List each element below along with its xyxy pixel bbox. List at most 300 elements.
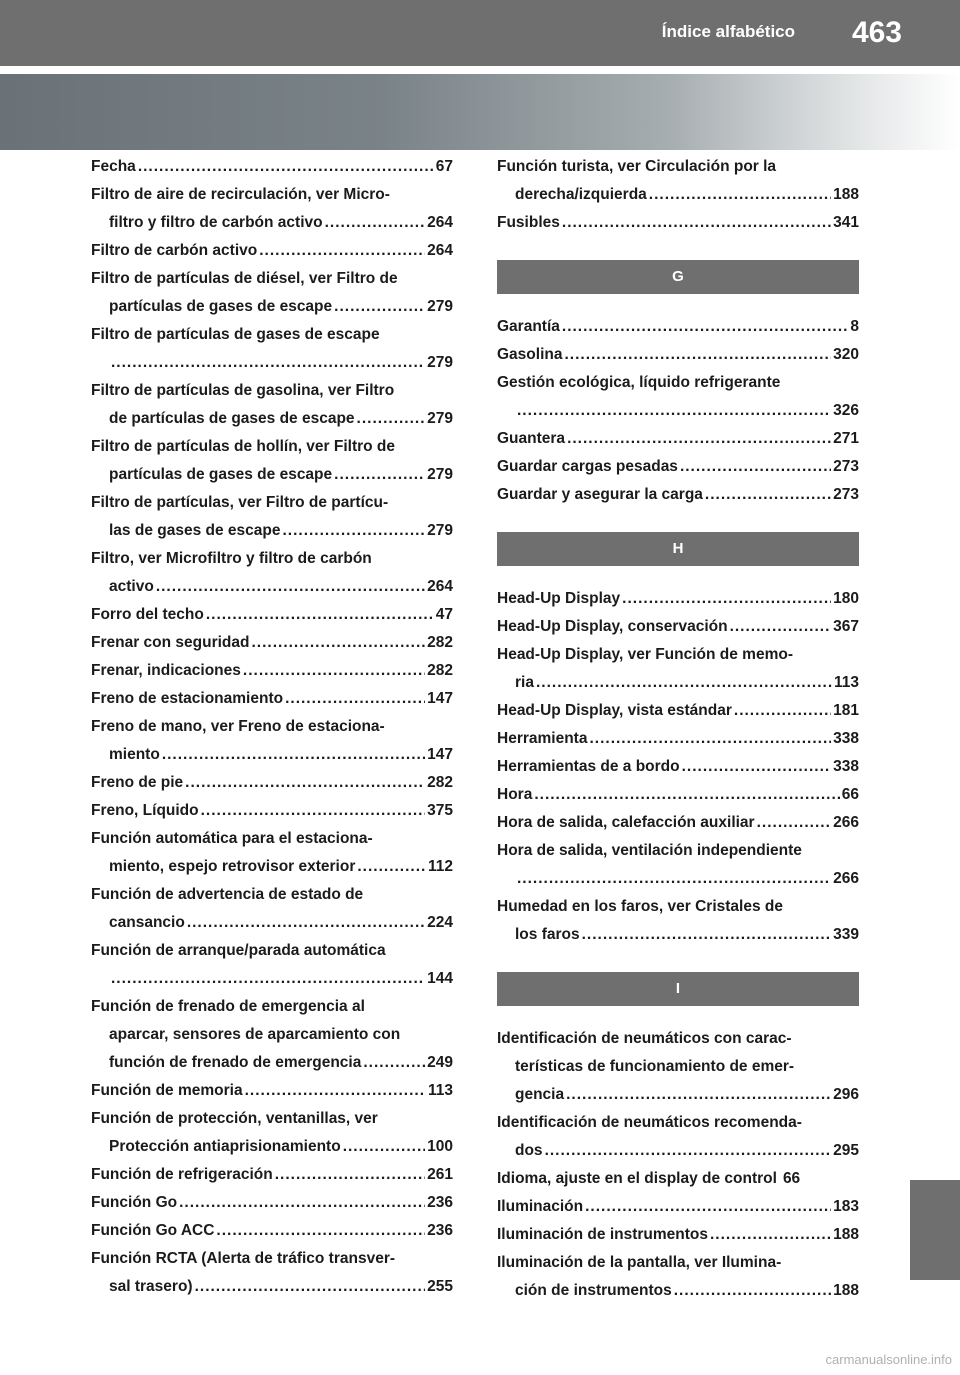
page-ref[interactable]: 188 <box>833 186 859 203</box>
dot-leader <box>567 425 831 453</box>
index-entry <box>497 781 859 809</box>
entry-line <box>91 685 453 713</box>
page-ref[interactable]: 264 <box>427 578 453 595</box>
entry-line <box>497 397 859 425</box>
page-ref[interactable]: 273 <box>833 458 859 475</box>
index-entry <box>497 641 859 697</box>
entry-text: Guantera <box>497 430 566 447</box>
dot-leader <box>201 797 426 825</box>
entry-text: Función de protección, ventanillas, ver <box>91 1110 378 1127</box>
entry-text: Función de frenado de emergencia al <box>91 998 365 1015</box>
dot-leader <box>545 1137 832 1165</box>
index-entry <box>91 153 453 181</box>
dot-leader <box>705 481 831 509</box>
entry-line <box>497 669 859 697</box>
entry-text: Hora de salida, ventilación independiente <box>497 842 802 859</box>
entry-line <box>91 293 453 321</box>
index-entry <box>91 685 453 713</box>
entry-line <box>497 369 859 397</box>
page-ref[interactable]: 66 <box>782 1170 801 1187</box>
index-entry <box>497 209 859 237</box>
entry-line <box>91 993 453 1021</box>
index-entry <box>497 1193 859 1221</box>
page-ref[interactable]: 100 <box>427 1138 453 1155</box>
dot-leader <box>259 237 425 265</box>
dot-leader <box>251 629 425 657</box>
entry-text: Guardar cargas pesadas <box>497 458 678 475</box>
entry-line <box>497 921 859 949</box>
entry-text: Guardar y asegurar la carga <box>497 486 703 503</box>
entry-text: Frenar, indicaciones <box>91 662 241 679</box>
entry-text: Filtro de partículas de gases de escape <box>91 326 380 343</box>
entry-line <box>91 713 453 741</box>
entry-line <box>91 657 453 685</box>
index-entry <box>497 893 859 949</box>
watermark: carmanualsonline.info <box>825 1352 952 1367</box>
page-ref[interactable]: 261 <box>427 1166 453 1183</box>
entry-line <box>497 1193 859 1221</box>
dot-leader <box>243 657 425 685</box>
index-entry <box>497 453 859 481</box>
entry-text: Fecha <box>91 158 136 175</box>
index-entry <box>91 1245 453 1301</box>
entry-text: Iluminación de la pantalla, ver Ilumina- <box>497 1254 782 1271</box>
entry-line <box>497 697 859 725</box>
page-ref[interactable]: 147 <box>427 746 453 763</box>
entry-line <box>497 613 859 641</box>
entry-text: Identificación de neumáticos con carac- <box>497 1030 792 1047</box>
entry-text: Función RCTA (Alerta de tráfico transver- <box>91 1250 396 1267</box>
dot-leader <box>334 461 425 489</box>
entry-line <box>497 1165 859 1193</box>
index-entry <box>91 1077 453 1105</box>
entry-text: aparcar, sensores de aparcamiento con <box>109 1026 401 1043</box>
page-header <box>0 0 960 66</box>
page-ref[interactable]: 188 <box>833 1282 859 1299</box>
page-ref[interactable]: 279 <box>427 466 453 483</box>
entry-text: Garantía <box>497 318 560 335</box>
index-entry <box>91 825 453 881</box>
header-banner <box>0 74 960 150</box>
entry-line <box>91 1273 453 1301</box>
page-ref[interactable]: 249 <box>427 1054 453 1071</box>
entry-text: Humedad en los faros, ver Cristales de <box>497 898 783 915</box>
dot-leader <box>111 965 425 993</box>
dot-leader <box>674 1277 831 1305</box>
entry-line <box>497 1081 859 1109</box>
page-number: 463 <box>851 16 902 49</box>
entry-line <box>497 753 859 781</box>
index-entry <box>497 1221 859 1249</box>
entry-line <box>91 1217 453 1245</box>
index-entry <box>497 369 859 425</box>
letter-header: I <box>497 972 859 1006</box>
entry-line <box>91 1021 453 1049</box>
index-entry <box>91 993 453 1077</box>
page-ref[interactable]: 271 <box>833 430 859 447</box>
page-ref[interactable]: 181 <box>833 702 859 719</box>
entry-line <box>91 377 453 405</box>
entry-text: Función de arranque/parada automática <box>91 942 386 959</box>
entry-text: Función de advertencia de estado de <box>91 886 364 903</box>
index-entry <box>91 881 453 937</box>
letter-header: G <box>497 260 859 294</box>
entry-line <box>91 741 453 769</box>
entry-line <box>91 909 453 937</box>
entry-text: Función automática para el estaciona- <box>91 830 373 847</box>
entry-text: Protección antiaprisionamiento <box>109 1138 341 1155</box>
dot-leader <box>325 209 426 237</box>
dot-leader <box>282 517 425 545</box>
entry-text: derecha/izquierda <box>515 186 647 203</box>
section-title: Índice alfabético <box>661 22 795 41</box>
entry-line <box>91 321 453 349</box>
entry-text: Herramienta <box>497 730 588 747</box>
letter-header: H <box>497 532 859 566</box>
dot-leader <box>517 397 831 425</box>
entry-text: Hora de salida, calefacción auxiliar <box>497 814 755 831</box>
entry-text: Gestión ecológica, líquido refrigerante <box>497 374 781 391</box>
entry-line <box>497 1053 859 1081</box>
index-entry <box>91 1105 453 1161</box>
entry-line <box>91 769 453 797</box>
entry-line <box>91 1077 453 1105</box>
index-entry <box>497 613 859 641</box>
page-ref[interactable]: 255 <box>427 1278 453 1295</box>
index-entry <box>91 797 453 825</box>
side-tab <box>910 1180 960 1280</box>
dot-leader <box>185 769 425 797</box>
entry-line <box>497 781 859 809</box>
entry-line <box>497 865 859 893</box>
entry-line <box>497 153 859 181</box>
index-entry <box>91 433 453 489</box>
entry-text: Iluminación <box>497 1198 584 1215</box>
dot-leader <box>187 909 425 937</box>
entry-text: Filtro de partículas, ver Filtro de partícu- <box>91 494 389 511</box>
page-ref[interactable]: 279 <box>427 354 453 371</box>
entry-text: partículas de gases de escape <box>109 466 333 483</box>
entry-text: cansancio <box>109 914 185 931</box>
entry-text: Freno, Líquido <box>91 802 199 819</box>
entry-text: Filtro de partículas de diésel, ver Filtro de <box>91 270 398 287</box>
entry-line <box>91 433 453 461</box>
entry-text: Función de memoria <box>91 1082 243 1099</box>
entry-text: miento <box>109 746 160 763</box>
entry-line <box>91 461 453 489</box>
entry-text: de partículas de gases de escape <box>109 410 355 427</box>
entry-text: Freno de estacionamiento <box>91 690 284 707</box>
entry-text: función de frenado de emergencia <box>109 1054 362 1071</box>
dot-leader <box>682 753 832 781</box>
entry-text: Filtro de partículas de hollín, ver Filtro de <box>91 438 396 455</box>
entry-text: gencia <box>515 1086 565 1103</box>
dot-leader <box>245 1077 426 1105</box>
dot-leader <box>734 697 831 725</box>
index-entry <box>91 657 453 685</box>
dot-leader <box>566 1081 831 1109</box>
page-ref[interactable]: 113 <box>833 674 859 691</box>
index-entry <box>497 341 859 369</box>
index-entry <box>91 321 453 377</box>
entry-text: Freno de pie <box>91 774 184 791</box>
index-entry <box>497 585 859 613</box>
entry-line <box>497 893 859 921</box>
page-ref[interactable]: 273 <box>833 486 859 503</box>
dot-leader <box>562 313 848 341</box>
entry-text: Forro del techo <box>91 606 204 623</box>
page-ref[interactable]: 183 <box>833 1198 859 1215</box>
dot-leader <box>589 725 831 753</box>
entry-text: Función de refrigeración <box>91 1166 273 1183</box>
entry-text: sal trasero) <box>109 1278 193 1295</box>
index-entry <box>91 265 453 321</box>
entry-text: Identificación de neumáticos recomenda- <box>497 1114 802 1131</box>
page-ref[interactable]: 320 <box>833 346 859 363</box>
dot-leader <box>536 669 832 697</box>
entry-text: terísticas de funcionamiento de emer- <box>515 1058 795 1075</box>
dot-leader <box>562 209 831 237</box>
index-column-left <box>91 153 453 1301</box>
entry-line <box>497 425 859 453</box>
entry-line <box>497 725 859 753</box>
entry-line <box>91 405 453 433</box>
entry-text: Head-Up Display, vista estándar <box>497 702 732 719</box>
page-ref[interactable]: 147 <box>427 690 453 707</box>
entry-line <box>497 585 859 613</box>
index-entry <box>91 237 453 265</box>
index-entry <box>497 153 859 209</box>
page-ref[interactable]: 113 <box>427 1082 453 1099</box>
dot-leader <box>757 809 832 837</box>
dot-leader <box>649 181 831 209</box>
page-ref[interactable]: 341 <box>833 214 859 231</box>
dot-leader <box>275 1161 425 1189</box>
entry-text: Head-Up Display <box>497 590 621 607</box>
page-ref[interactable]: 47 <box>435 606 453 623</box>
entry-line <box>497 1277 859 1305</box>
entry-line <box>91 237 453 265</box>
index-entry <box>497 481 859 509</box>
dot-leader <box>564 341 831 369</box>
entry-line <box>91 517 453 545</box>
index-entry <box>497 725 859 753</box>
page-ref[interactable]: 279 <box>427 522 453 539</box>
entry-line <box>91 797 453 825</box>
entry-line <box>91 573 453 601</box>
dot-leader <box>156 573 425 601</box>
dot-leader <box>363 1049 425 1077</box>
page-ref[interactable]: 279 <box>427 410 453 427</box>
index-column-right <box>497 153 859 1305</box>
entry-line <box>497 1221 859 1249</box>
index-entry <box>497 1249 859 1305</box>
entry-line <box>497 837 859 865</box>
dot-leader <box>179 1189 425 1217</box>
dot-leader <box>622 585 831 613</box>
entry-text: partículas de gases de escape <box>109 298 333 315</box>
index-entry <box>91 937 453 993</box>
page-ref[interactable]: 224 <box>427 914 453 931</box>
entry-line <box>91 153 453 181</box>
index-entry <box>91 377 453 433</box>
entry-line <box>497 809 859 837</box>
page-ref[interactable]: 264 <box>427 242 453 259</box>
dot-leader <box>582 921 832 949</box>
entry-text: Función Go <box>91 1194 178 1211</box>
entry-line <box>91 181 453 209</box>
entry-text: los faros <box>515 926 580 943</box>
entry-text: las de gases de escape <box>109 522 281 539</box>
page-ref[interactable]: 279 <box>427 298 453 315</box>
dot-leader <box>357 853 426 881</box>
dot-leader <box>680 453 831 481</box>
entry-line <box>497 641 859 669</box>
index-entry <box>497 1025 859 1109</box>
index-entry <box>91 181 453 237</box>
index-entry <box>91 769 453 797</box>
entry-text: filtro y filtro de carbón activo <box>109 214 323 231</box>
entry-line <box>91 1049 453 1077</box>
dot-leader <box>162 741 425 769</box>
entry-text: Filtro, ver Microfiltro y filtro de carbón <box>91 550 372 567</box>
entry-text: ción de instrumentos <box>515 1282 672 1299</box>
dot-leader <box>517 865 831 893</box>
entry-line <box>91 1245 453 1273</box>
entry-text: Función turista, ver Circulación por la <box>497 158 777 175</box>
page-ref[interactable]: 295 <box>833 1142 859 1159</box>
page-ref[interactable]: 188 <box>833 1226 859 1243</box>
entry-line <box>91 629 453 657</box>
index-entry <box>497 1165 859 1193</box>
entry-line <box>497 341 859 369</box>
dot-leader <box>206 601 434 629</box>
page-ref[interactable]: 338 <box>833 758 859 775</box>
entry-text: Head-Up Display, conservación <box>497 618 728 635</box>
dot-leader <box>343 1133 425 1161</box>
dot-leader <box>334 293 425 321</box>
entry-line <box>497 1249 859 1277</box>
dot-leader <box>730 613 832 641</box>
entry-line <box>91 489 453 517</box>
entry-text: Head-Up Display, ver Función de memo- <box>497 646 793 663</box>
page-ref[interactable]: 236 <box>427 1222 453 1239</box>
entry-line <box>91 209 453 237</box>
page-ref[interactable]: 338 <box>833 730 859 747</box>
entry-line <box>91 965 453 993</box>
entry-text: Iluminación de instrumentos <box>497 1226 708 1243</box>
page-ref[interactable]: 66 <box>841 786 859 803</box>
index-entry <box>497 697 859 725</box>
entry-line <box>91 1133 453 1161</box>
entry-text: Frenar con seguridad <box>91 634 250 651</box>
index-entry <box>497 809 859 837</box>
entry-text: Freno de mano, ver Freno de estaciona- <box>91 718 385 735</box>
entry-text: Herramientas de a bordo <box>497 758 680 775</box>
dot-leader <box>138 153 434 181</box>
entry-line <box>497 313 859 341</box>
entry-line <box>91 1105 453 1133</box>
entry-line <box>497 209 859 237</box>
index-entry <box>91 545 453 601</box>
dot-leader <box>111 349 425 377</box>
index-entry <box>497 1109 859 1165</box>
entry-text: Filtro de aire de recirculación, ver Micro- <box>91 186 390 203</box>
index-entry <box>91 1189 453 1217</box>
page-ref[interactable]: 282 <box>427 634 453 651</box>
page-ref[interactable]: 264 <box>427 214 453 231</box>
index-entry <box>497 313 859 341</box>
dot-leader <box>195 1273 426 1301</box>
entry-line <box>91 937 453 965</box>
entry-line <box>91 349 453 377</box>
page-ref[interactable]: 367 <box>833 618 859 635</box>
index-entry <box>497 837 859 893</box>
index-entry <box>91 1161 453 1189</box>
page-ref[interactable]: 180 <box>833 590 859 607</box>
page-ref[interactable]: 236 <box>427 1194 453 1211</box>
entry-text: Fusibles <box>497 214 560 231</box>
index-entry <box>91 713 453 769</box>
dot-leader <box>534 781 839 809</box>
dot-leader <box>216 1217 425 1245</box>
dot-leader <box>585 1193 831 1221</box>
entry-text: Gasolina <box>497 346 563 363</box>
page-ref[interactable]: 112 <box>427 858 453 875</box>
entry-line <box>497 481 859 509</box>
index-entry <box>91 1217 453 1245</box>
entry-line <box>91 545 453 573</box>
entry-text: Idioma, ajuste en el display de control <box>497 1170 777 1187</box>
entry-line <box>91 265 453 293</box>
entry-line <box>91 601 453 629</box>
index-entry <box>91 629 453 657</box>
page-ref[interactable]: 144 <box>427 970 453 987</box>
entry-line <box>497 1137 859 1165</box>
entry-text: activo <box>109 578 154 595</box>
dot-leader <box>285 685 425 713</box>
page-ref[interactable]: 8 <box>850 318 859 335</box>
dot-leader <box>357 405 426 433</box>
dot-leader <box>710 1221 831 1249</box>
entry-line <box>497 1109 859 1137</box>
page-ref[interactable]: 326 <box>833 402 859 419</box>
page-ref[interactable]: 266 <box>833 814 859 831</box>
page-ref[interactable]: 67 <box>435 158 453 175</box>
page-ref[interactable]: 296 <box>833 1086 859 1103</box>
page-ref[interactable]: 282 <box>427 662 453 679</box>
page-ref[interactable]: 266 <box>833 870 859 887</box>
entry-text: miento, espejo retrovisor exterior <box>109 858 356 875</box>
index-entry <box>91 601 453 629</box>
page-ref[interactable]: 375 <box>427 802 453 819</box>
entry-line <box>497 181 859 209</box>
entry-text: Filtro de carbón activo <box>91 242 258 259</box>
entry-text: dos <box>515 1142 543 1159</box>
entry-line <box>497 453 859 481</box>
entry-line <box>91 1189 453 1217</box>
entry-text: Función Go ACC <box>91 1222 215 1239</box>
entry-line <box>91 1161 453 1189</box>
index-entry <box>497 425 859 453</box>
entry-line <box>91 881 453 909</box>
entry-text: ria <box>515 674 534 691</box>
entry-text: Filtro de partículas de gasolina, ver Filtro <box>91 382 395 399</box>
entry-line <box>91 853 453 881</box>
page-ref[interactable]: 282 <box>427 774 453 791</box>
page-ref[interactable]: 339 <box>833 926 859 943</box>
entry-line <box>91 825 453 853</box>
